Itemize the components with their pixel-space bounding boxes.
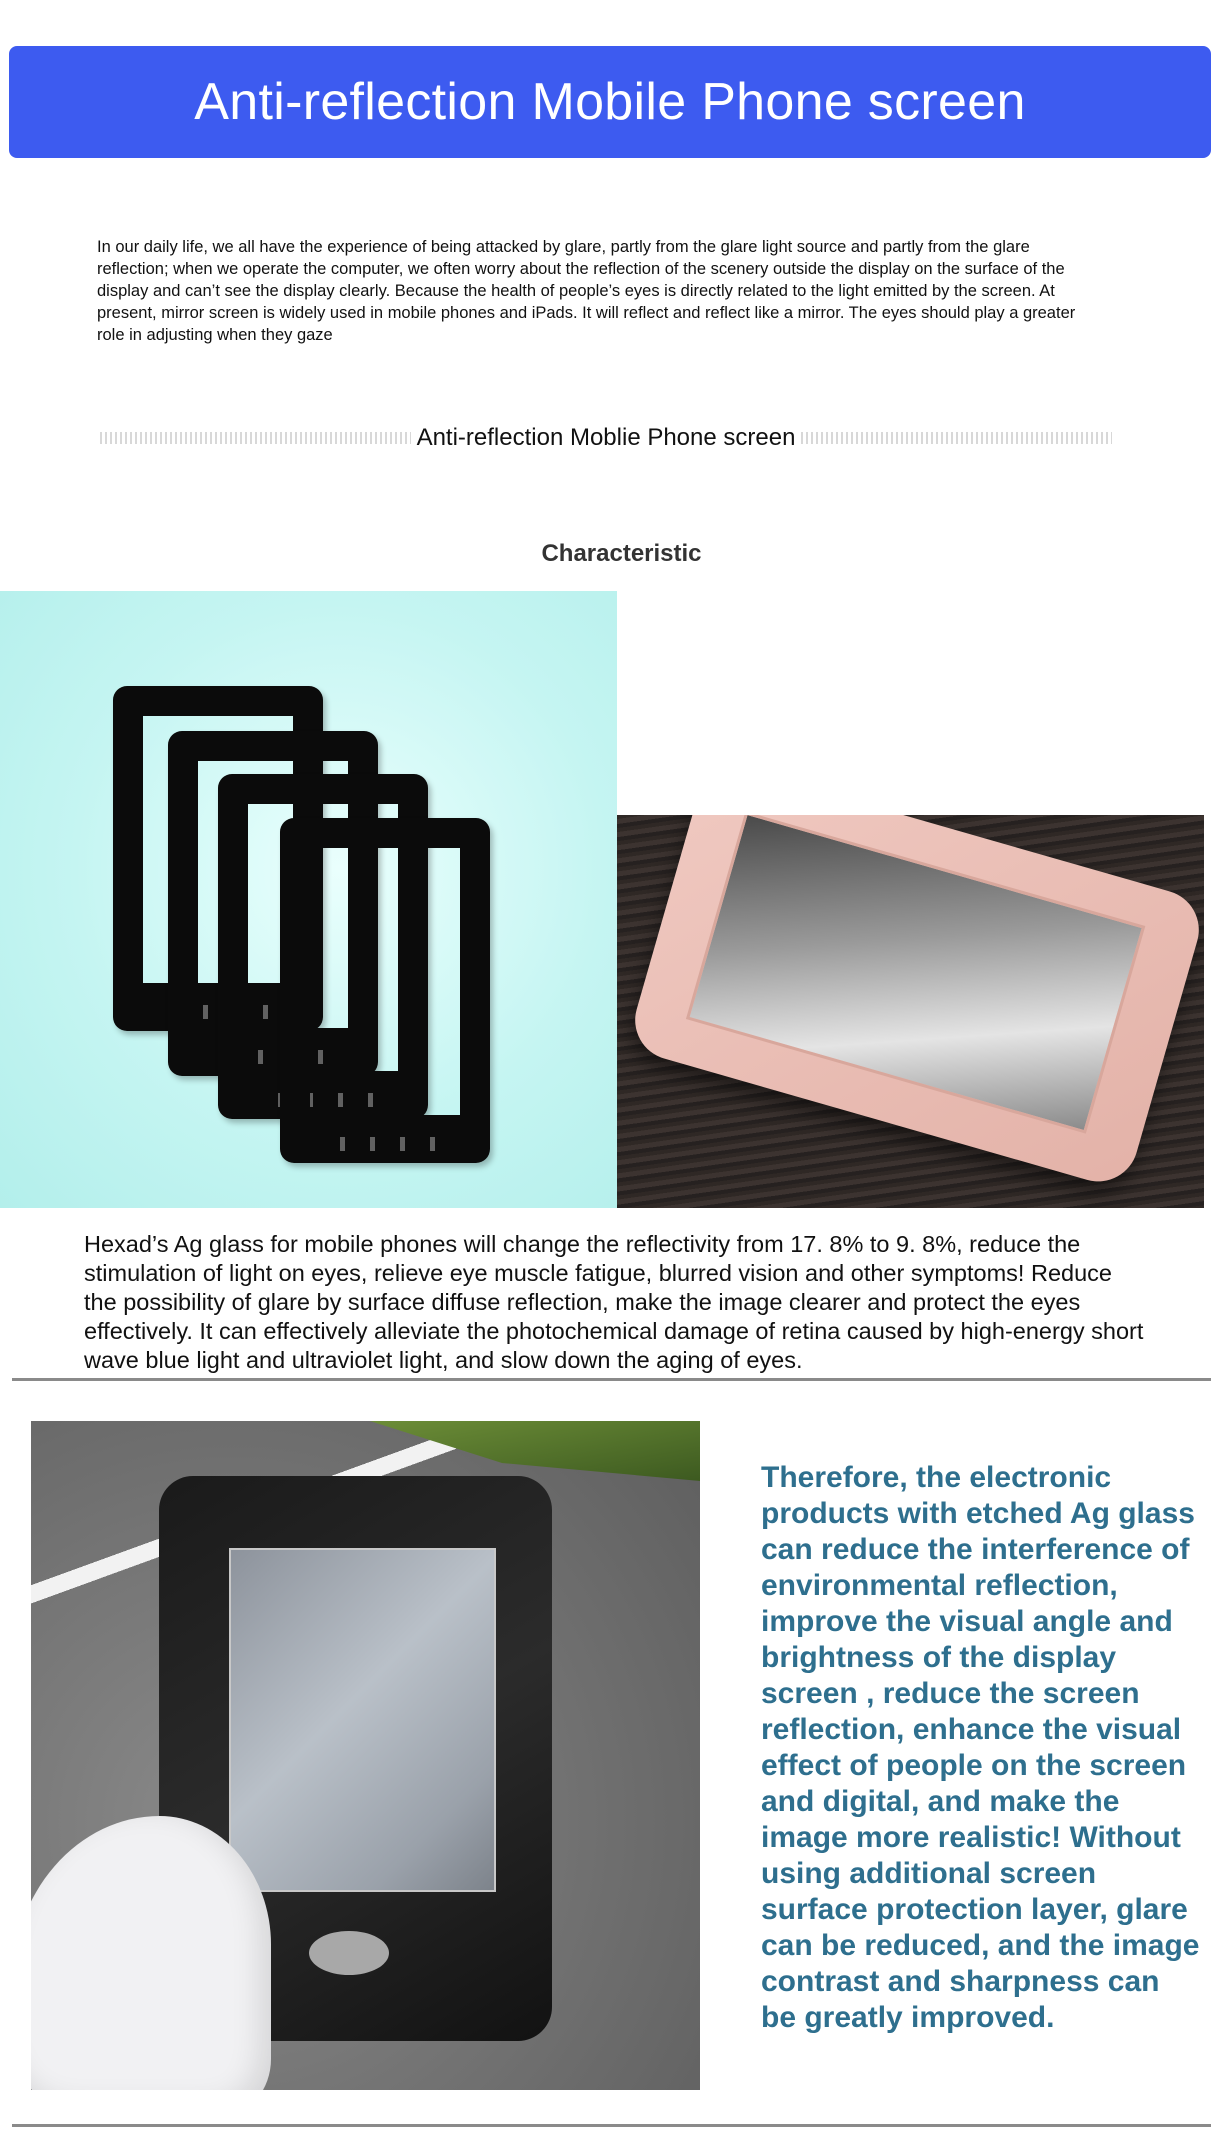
product-photo-held-frame (31, 1421, 700, 2090)
product-image-pink-phone (617, 815, 1204, 1208)
bottom-divider (12, 2124, 1211, 2127)
dotted-divider-right (801, 432, 1112, 444)
intro-paragraph: In our daily life, we all have the experience of being attacked by glare, partly from the glare light source and partly from the glare reflection; when we operate the computer, we often worry about the reflection of the scenery outside the display on the surface of the display and can’t see the display clearly. Because the health of people’s eyes is directly related to the light emitted by the screen. At present, mirror screen is widely used in mobile phones and iPads. It will reflect and reflect like a mirror. The eyes should play a greater role in adjusting when they gaze (97, 238, 1076, 344)
page-title: Anti-reflection Mobile Phone screen (194, 73, 1026, 131)
ag-glass-description: Hexad’s Ag glass for mobile phones will change the reflectivity from 17. 8% to 9. 8%, reduce the stimulation of light on eyes, relieve eye muscle fatigue, blurred vision and other symptoms! Reduce the possibility of glare by surface diffuse reflection, make the image clearer and protect the eyes effectively. It can effectively alleviate the photochemical damage of retina caused by high-energy short wave blue light and ultraviolet light, and slow down the aging of eyes. (84, 1231, 1144, 1373)
phone (626, 815, 1204, 1191)
glass-window (229, 1548, 496, 1892)
glass-frame (280, 818, 490, 1163)
gloved-hand (31, 1816, 271, 2090)
grass (370, 1421, 700, 1481)
dotted-divider-left (100, 432, 411, 444)
section-subheading: Anti-reflection Moblie Phone screen (416, 424, 796, 451)
phone-screen-protector (686, 815, 1145, 1134)
title-banner (9, 46, 1211, 158)
frame-hole (309, 1931, 389, 1975)
section-divider (12, 1378, 1211, 1381)
product-image-glass-frames (0, 591, 617, 1208)
characteristic-heading: Characteristic (541, 540, 702, 567)
benefits-callout: Therefore, the electronic products with etched Ag glass can reduce the interference of environmental reflection, improve the visual angle and brightness of the display screen , reduce the screen reflection, enhance the visual effect of people on the screen and digital, and make the image more realistic! Without using additional screen surface protection layer, glare can be reduced, and the image contrast and sharpness can be greatly improved. (761, 1461, 1200, 2034)
section-subheading-row (100, 418, 1112, 458)
